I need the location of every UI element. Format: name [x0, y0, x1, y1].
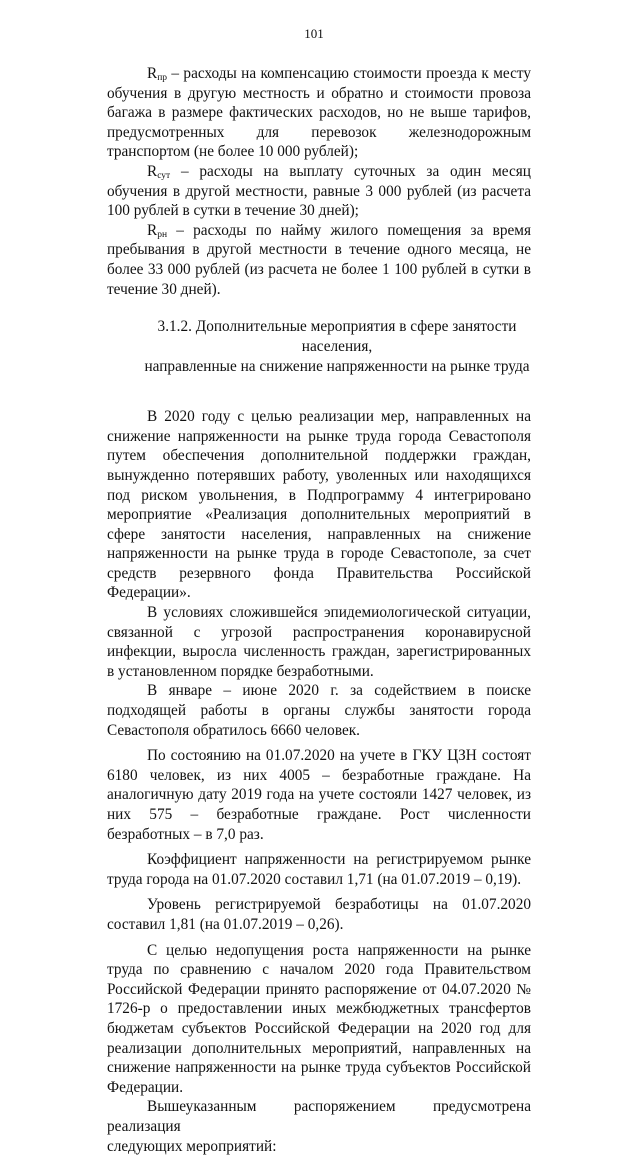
section-heading-line: направленные на снижение напряженности на рынке труда	[143, 357, 531, 377]
body-paragraph: С целью недопущения роста напряженности на рынке труда по сравнению с началом 2020 года Правительством Российской Федерации принято распоряжение от 04.07.2020 № 1726-р о предоставлении иных межбюджетных трансфертов бюджетам субъектов Российской Федерации на 2020 год для реализации дополнительных мероприятий, направленных на снижение напряженности на рынке труда субъектов Российской Федерации.	[107, 941, 531, 1098]
body-paragraph: Уровень регистрируемой безработицы на 01.07.2020 составил 1,81 (на 01.07.2019 – 0,26).	[107, 895, 531, 934]
expense-text: – расходы на выплату суточных за один месяц обучения в другой местности, равные 3 000 рублей (из расчета 100 рублей в сутки в течение 30 дней);	[107, 163, 531, 219]
section-heading-line: 3.1.2. Дополнительные мероприятия в сфере занятости населения,	[143, 317, 531, 357]
final-paragraph-line: Вышеуказанным распоряжением предусмотрена реализация	[107, 1097, 531, 1136]
expense-symbol: $R_{пр}$	[147, 65, 167, 82]
page-body	[107, 64, 531, 1156]
expense-text: – расходы на компенсацию стоимости проезда к месту обучения в другую местность и обратно и стоимости провоза багажа в размере фактических расходов, но не выше тарифов, предусмотренных для перевозок железнодорожным транспортом (не более 10 000 рублей);	[107, 65, 531, 160]
body-paragraph: Коэффициент напряженности на регистрируемом рынке труда города на 01.07.2020 составил 1,71 (на 01.07.2019 – 0,19).	[107, 850, 531, 889]
expense-symbol: $R_{рн}$	[147, 222, 167, 239]
body-paragraph: В условиях сложившейся эпидемиологической ситуации, связанной с угрозой распространения коронавирусной инфекции, выросла численность граждан, зарегистрированных в установленном порядке безработными.	[107, 603, 531, 681]
expense-item	[107, 64, 531, 162]
expense-item	[107, 221, 531, 299]
body-paragraph: В 2020 году с целью реализации мер, направленных на снижение напряженности на рынке труда города Севастополя путем обеспечения дополнительной поддержки граждан, вынужденно потерявших работу, уволенных или находящихся под риском увольнения, в Подпрограмму 4 интегрировано мероприятие «Реализация дополнительных мероприятий в сфере занятости населения, направленных на снижение напряженности на рынке труда в городе Севастополе, за счет средств резервного фонда Правительства Российской Федерации».	[107, 407, 531, 603]
body-paragraph: По состоянию на 01.07.2020 на учете в ГКУ ЦЗН состоят 6180 человек, из них 4005 – безработные граждане. На аналогичную дату 2019 года на учете состояли 1427 человек, из них 575 – безработные граждане. Рост численности безработных – в 7,0 раз.	[107, 746, 531, 844]
body-paragraph: В январе – июне 2020 г. за содействием в поиске подходящей работы в органы службы занятости города Севастополя обратилось 6660 человек.	[107, 681, 531, 740]
final-paragraph-line: следующих мероприятий:	[107, 1137, 531, 1156]
expense-item	[107, 162, 531, 221]
expense-text: – расходы по найму жилого помещения за время пребывания в другой местности в течение одного месяца, не более 33 000 рублей (из расчета не более 1 100 рублей в сутки в течение 30 дней).	[107, 222, 531, 298]
expense-symbol: $R_{сут}$	[147, 163, 170, 180]
page-number: 101	[0, 24, 628, 44]
section-heading	[107, 317, 531, 377]
